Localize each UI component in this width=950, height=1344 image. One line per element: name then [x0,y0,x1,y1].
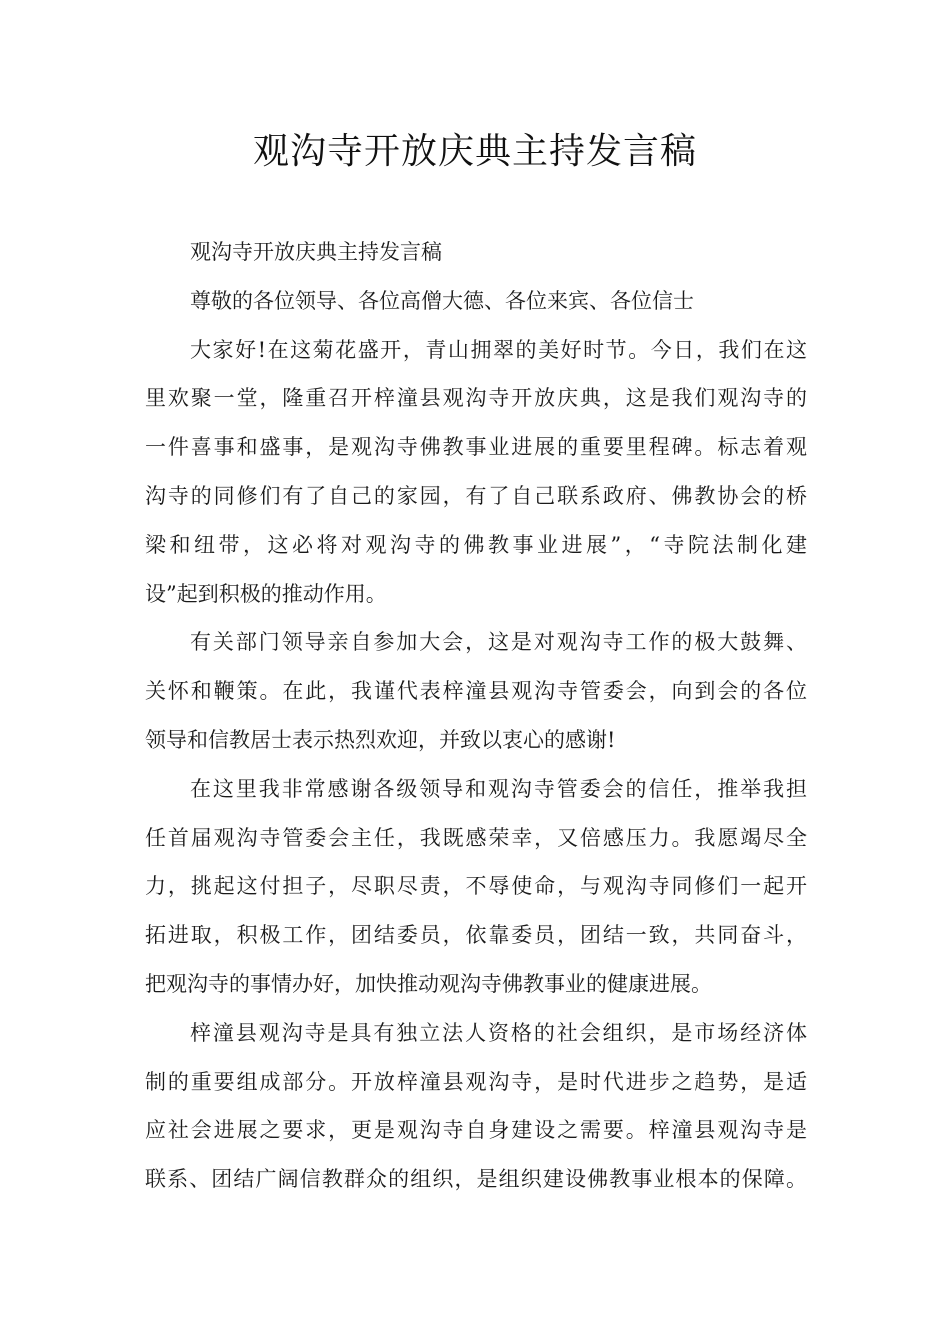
body-line: 梁和纽带，这必将对观沟寺的佛教事业进展”，“寺院法制化建 [145,532,807,557]
body-line: 关怀和鞭策。在此，我谨代表梓潼县观沟寺管委会，向到会的各位 [145,679,807,704]
body-line: 大家好!在这菊花盛开，青山拥翠的美好时节。今日，我们在这 [190,337,807,362]
document-title: 观沟寺开放庆典主持发言稿 [252,131,697,172]
document-body [145,228,807,1204]
body-line: 一件喜事和盛事，是观沟寺佛教事业进展的重要里程碑。标志着观 [145,435,807,460]
body-line: 里欢聚一堂，隆重召开梓潼县观沟寺开放庆典，这是我们观沟寺的 [145,386,807,411]
body-line: 应社会进展之要求，更是观沟寺自身建设之需要。梓潼县观沟寺是 [145,1118,807,1143]
body-line: 沟寺的同修们有了自己的家园，有了自己联系政府、佛教协会的桥 [145,483,807,508]
body-line: 拓进取，积极工作，团结委员，依靠委员，团结一致，共同奋斗， [145,923,807,948]
body-line: 把观沟寺的事情办好，加快推动观沟寺佛教事业的健康进展。 [145,971,712,996]
body-line: 制的重要组成部分。开放梓潼县观沟寺，是时代进步之趋势，是适 [145,1069,807,1094]
body-line: 观沟寺开放庆典主持发言稿 [190,240,442,264]
body-line: 有关部门领导亲自参加大会，这是对观沟寺工作的极大鼓舞、 [190,630,807,655]
body-line: 力，挑起这付担子，尽职尽责，不辱使命，与观沟寺同修们一起开 [145,874,807,899]
body-line: 联系、团结广阔信教群众的组织，是组织建设佛教事业根本的保障。 [145,1167,807,1192]
body-line: 尊敬的各位领导、各位高僧大德、各位来宾、各位信士 [190,288,694,313]
body-line: 梓潼县观沟寺是具有独立法人资格的社会组织，是市场经济体 [190,1020,807,1045]
body-line: 任首届观沟寺管委会主任，我既感荣幸，又倍感压力。我愿竭尽全 [145,825,807,850]
body-line: 在这里我非常感谢各级领导和观沟寺管委会的信任，推举我担 [190,776,807,801]
body-line: 领导和信教居士表示热烈欢迎，并致以衷心的感谢! [145,727,616,752]
body-line: 设”起到积极的推动作用。 [145,581,387,606]
